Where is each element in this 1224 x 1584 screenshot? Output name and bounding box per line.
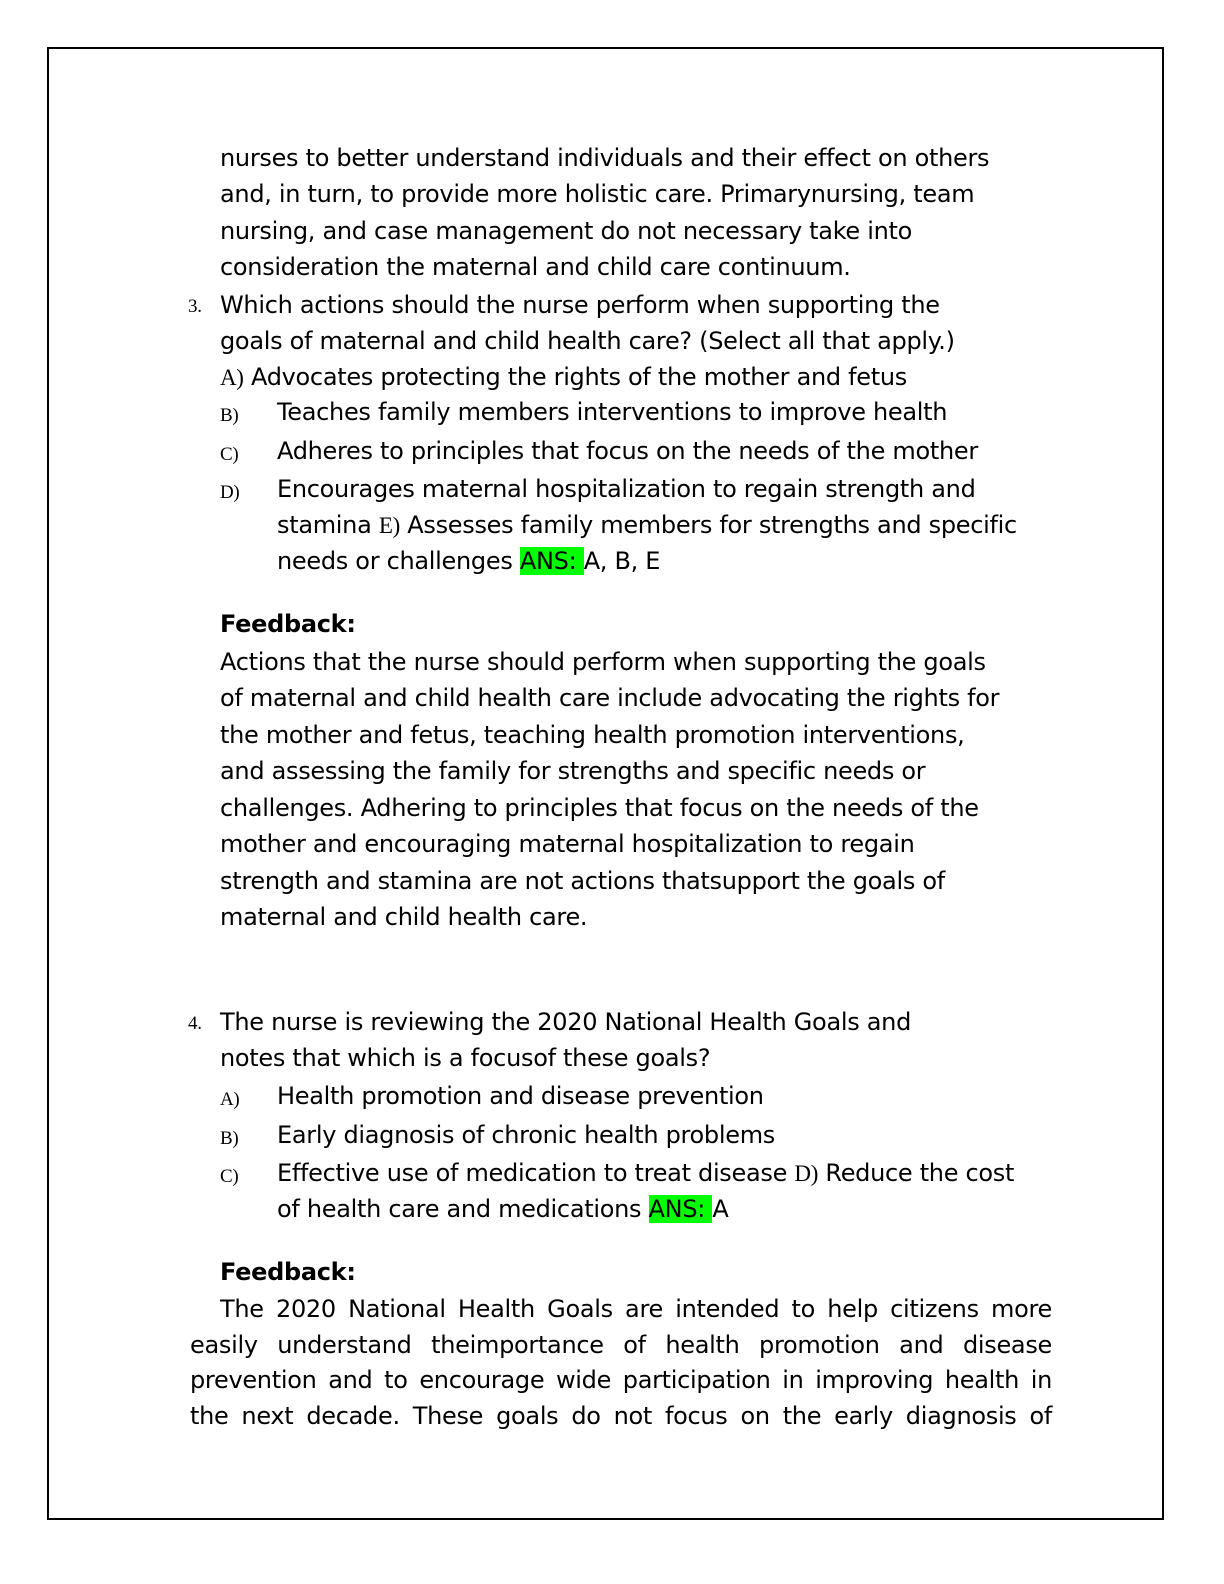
- q3-feedback-line-2: of maternal and child health care include advocating the rights for: [220, 684, 1000, 712]
- q3-feedback-line-6: mother and encouraging maternal hospitalization to regain: [220, 830, 915, 858]
- q3-option-a-letter: A): [220, 365, 244, 390]
- q3-option-e-letter: E): [378, 513, 400, 538]
- q3-option-a: [220, 362, 907, 393]
- q3-feedback-line-1: Actions that the nurse should perform when supporting the goals: [220, 648, 986, 676]
- q3-option-e-cont: needs or challenges: [277, 547, 520, 575]
- q3-stem-line-1: Which actions should the nurse perform when supporting the: [220, 291, 940, 319]
- intro-line-2: and, in turn, to provide more holistic care. Primarynursing, team: [220, 180, 975, 208]
- intro-line-1: nurses to better understand individuals and their effect on others: [220, 144, 990, 172]
- q3-option-e-text: Assesses family members for strengths and specific: [399, 511, 1017, 539]
- q4-option-c-letter: C): [220, 1166, 239, 1187]
- q4-option-a-text: Health promotion and disease prevention: [277, 1082, 764, 1110]
- q3-option-d-cont: stamina: [277, 511, 379, 539]
- q3-option-e: [277, 510, 1017, 541]
- q3-option-a-text: Advocates protecting the rights of the mother and fetus: [243, 363, 907, 391]
- q3-option-c-letter: C): [220, 444, 239, 465]
- q4-answer-label: ANS:: [648, 1195, 713, 1223]
- q4-feedback-line-1: The 2020 National Health Goals are intended to help citizens more: [220, 1295, 1052, 1323]
- q3-option-b-letter: B): [220, 405, 239, 426]
- q3-option-d-letter: D): [220, 482, 240, 503]
- q3-answer-line: [277, 546, 660, 576]
- q3-feedback-line-8: maternal and child health care.: [220, 903, 588, 931]
- q4-option-c-text: Effective use of medication to treat disease: [277, 1159, 795, 1187]
- q4-option-c: [277, 1158, 1014, 1189]
- q4-feedback-line-2: easily understand theimportance of health promotion and disease: [190, 1331, 1052, 1359]
- q4-stem-line-1: The nurse is reviewing the 2020 National Health Goals and: [220, 1008, 912, 1036]
- q4-feedback-line-3: prevention and to encourage wide participation in improving health in: [190, 1366, 1052, 1394]
- q3-option-b-text: Teaches family members interventions to improve health: [277, 398, 948, 426]
- q3-feedback-line-5: challenges. Adhering to principles that focus on the needs of the: [220, 794, 979, 822]
- q4-option-a-letter: A): [220, 1089, 240, 1110]
- intro-line-4: consideration the maternal and child care continuum.: [220, 253, 851, 281]
- q4-number: 4.: [188, 1013, 202, 1034]
- q4-feedback-heading: Feedback:: [220, 1258, 356, 1286]
- q3-feedback-heading: Feedback:: [220, 610, 356, 638]
- q4-feedback-line-4: the next decade. These goals do not focus on the early diagnosis of: [190, 1402, 1052, 1430]
- q4-option-b-letter: B): [220, 1128, 239, 1149]
- intro-line-3: nursing, and case management do not necessary take into: [220, 217, 913, 245]
- q3-answer-label: ANS:: [519, 547, 584, 575]
- q4-option-d-text: Reduce the cost: [818, 1159, 1015, 1187]
- q3-feedback-line-4: and assessing the family for strengths and specific needs or: [220, 757, 926, 785]
- q3-option-d-text: Encourages maternal hospitalization to regain strength and: [277, 475, 976, 503]
- q3-feedback-line-7: strength and stamina are not actions thatsupport the goals of: [220, 867, 945, 895]
- q4-answer-line: [277, 1194, 729, 1224]
- q4-stem-line-2: notes that which is a focusof these goals?: [220, 1044, 711, 1072]
- q3-option-c-text: Adheres to principles that focus on the needs of the mother: [277, 437, 978, 465]
- q3-answer-value: A, B, E: [583, 547, 661, 575]
- q4-option-d-letter: D): [794, 1161, 819, 1186]
- q3-number: 3.: [188, 296, 202, 317]
- q4-option-d-cont: of health care and medications: [277, 1195, 649, 1223]
- q3-stem-line-2: goals of maternal and child health care? (Select all that apply.): [220, 327, 955, 355]
- q4-answer-value: A: [712, 1195, 729, 1223]
- q3-feedback-line-3: the mother and fetus, teaching health promotion interventions,: [220, 721, 965, 749]
- q4-option-b-text: Early diagnosis of chronic health problems: [277, 1121, 775, 1149]
